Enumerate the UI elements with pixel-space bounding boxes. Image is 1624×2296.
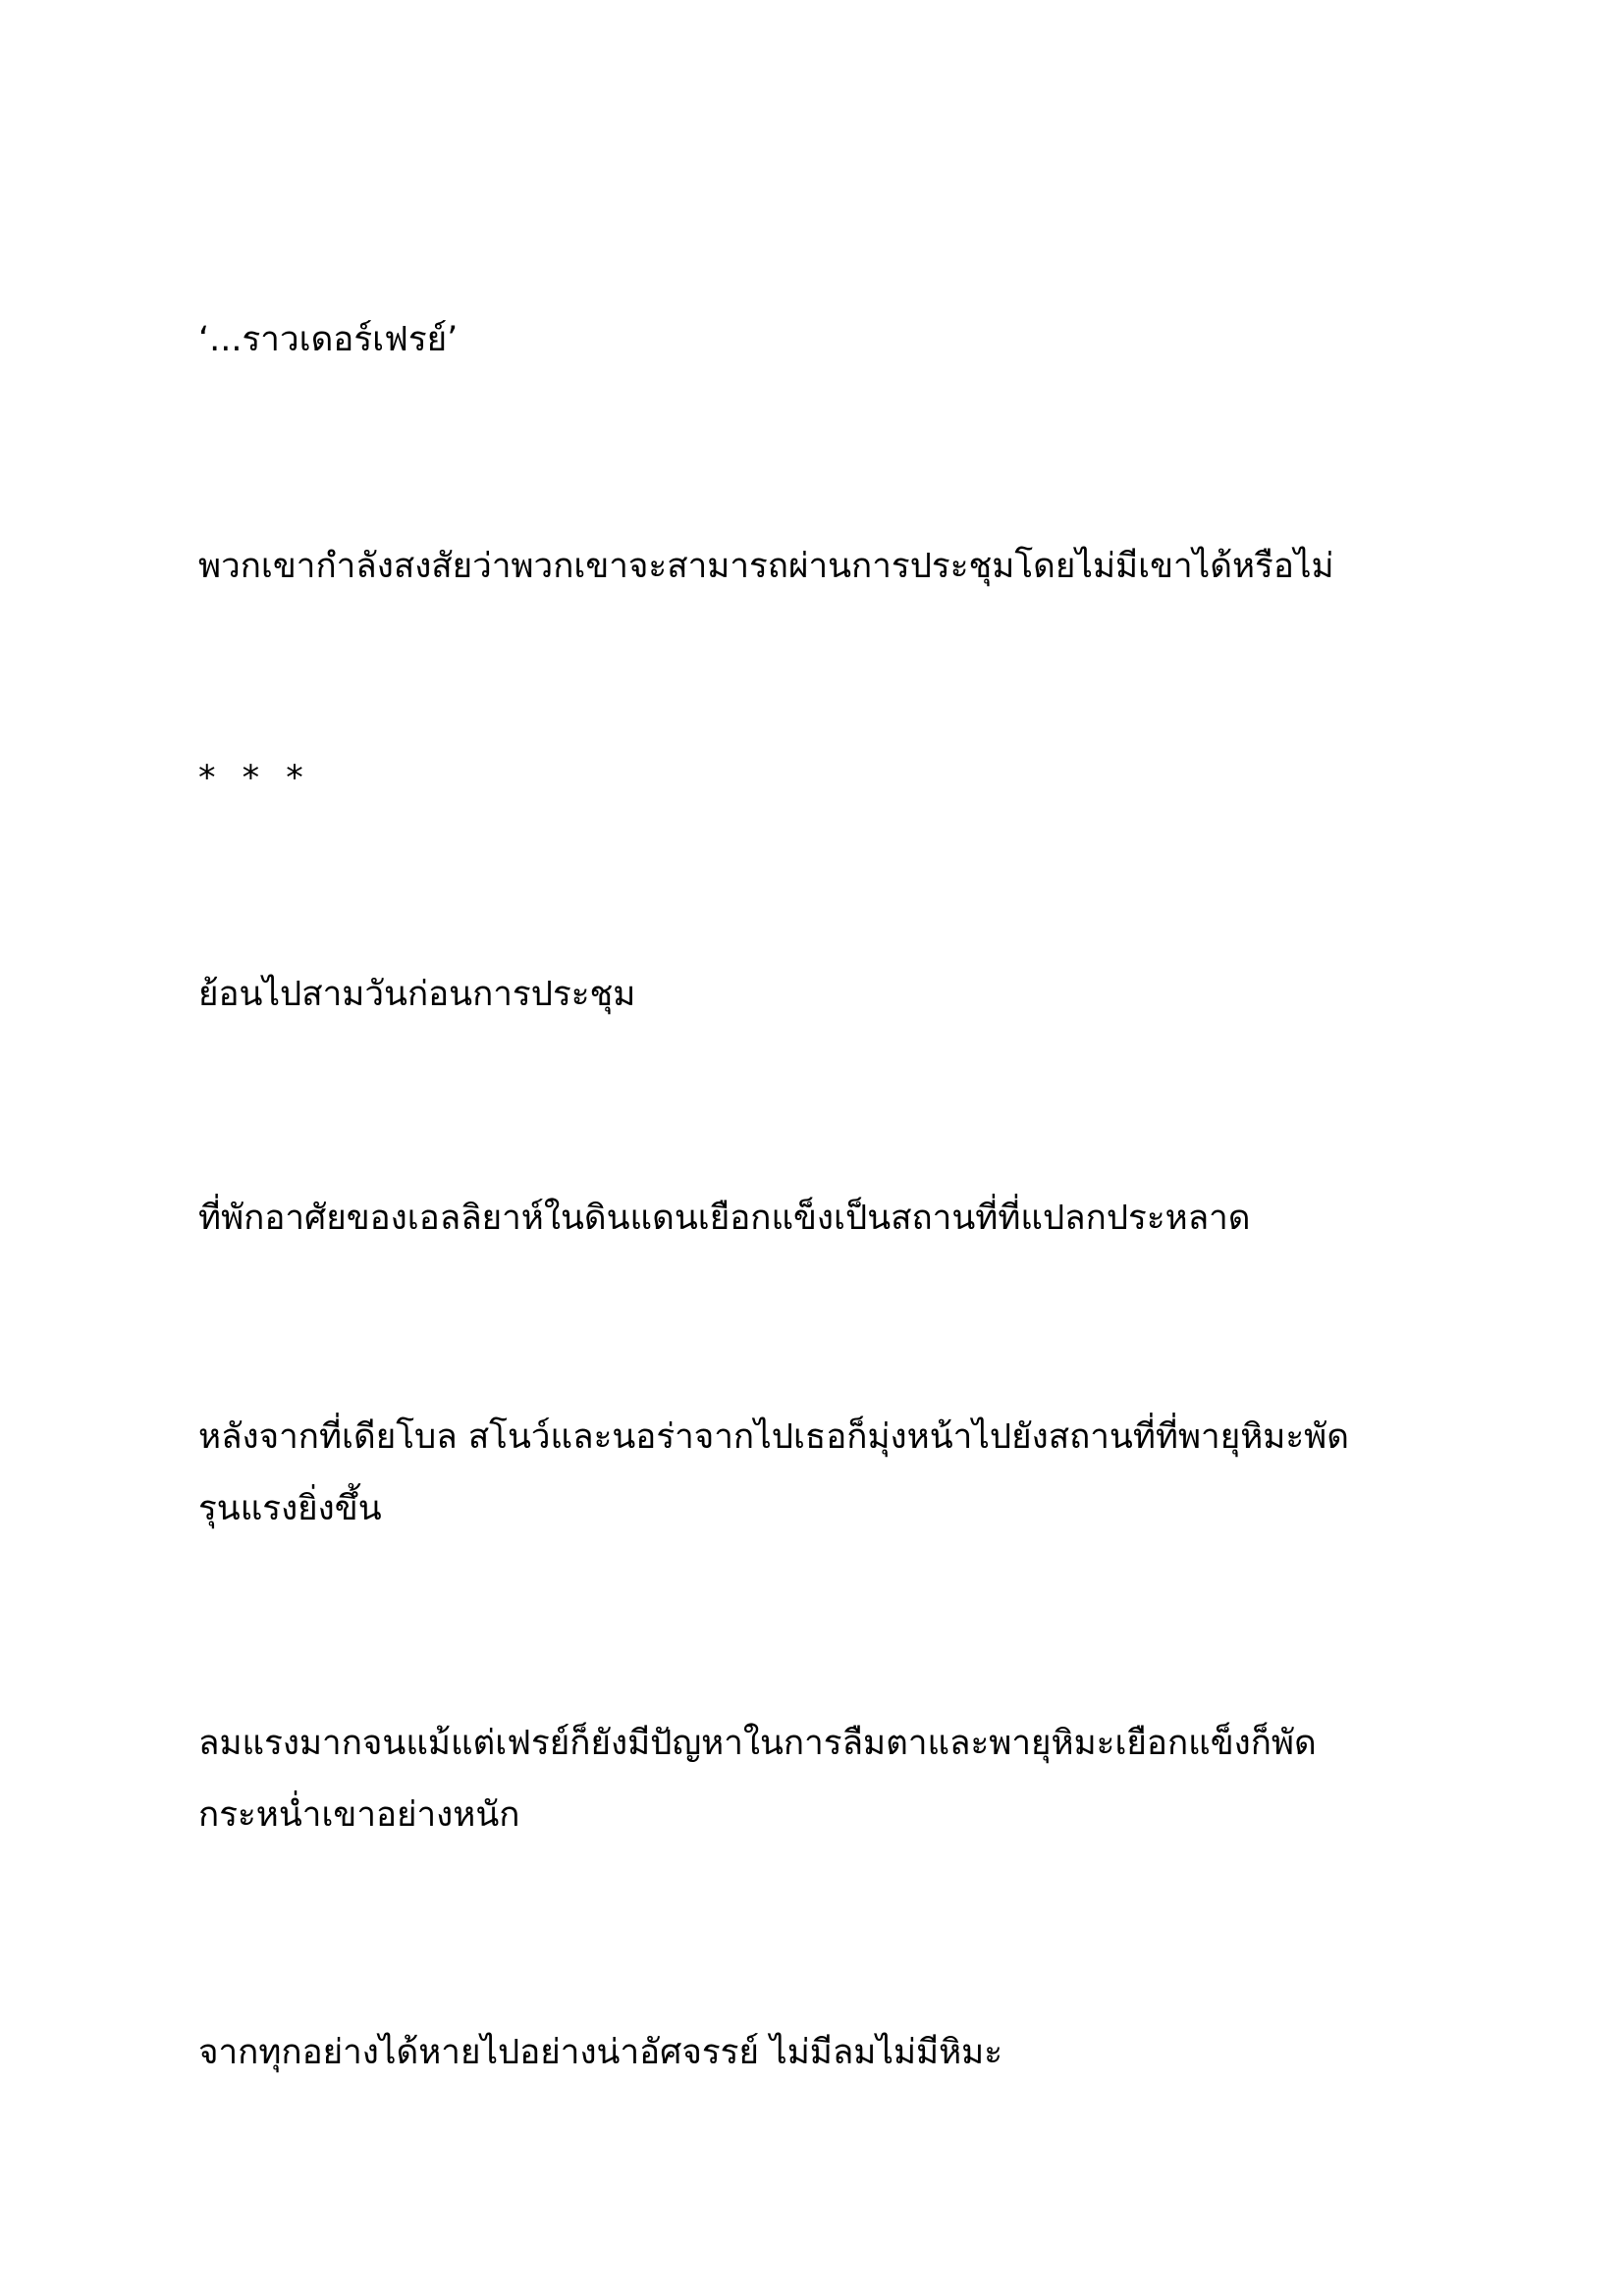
paragraph-2: พวกเขากำลังสงสัยว่าพวกเขาจะสามารถผ่านการประชุมโดยไม่มีเขาได้หรือไม่ bbox=[198, 547, 1334, 586]
paragraph-7: จากทุกอย่างได้หายไปอย่างน่าอัศจรรย์ ไม่มีลมไม่มีหิมะ bbox=[198, 2033, 1003, 2072]
paragraph-6: ลมแรงมากจนแม้แต่เฟรย์ก็ยังมีปัญหาในการลืมตาและพายุหิมะเยือกแข็งก็พัดกระหน่ำเขาอย่างหนัก bbox=[198, 1724, 1317, 1835]
paragraph-5: หลังจากที่เดียโบล สโนว์และนอร่าจากไปเธอก็มุ่งหน้าไปยังสถานที่ที่พายุหิมะพัดรุนแรงยิ่งขึ้น bbox=[198, 1417, 1349, 1528]
paragraph-1: ‘...ราวเดอร์เฟรย์’ bbox=[198, 320, 459, 359]
paragraph-4: ที่พักอาศัยของเอลลิยาห์ในดินแดนเยือกแข็งเป็นสถานที่ที่แปลกประหลาด bbox=[198, 1199, 1251, 1238]
paragraph-3: ย้อนไปสามวันก่อนการประชุม bbox=[198, 975, 636, 1014]
scene-break: * * * bbox=[198, 759, 311, 798]
